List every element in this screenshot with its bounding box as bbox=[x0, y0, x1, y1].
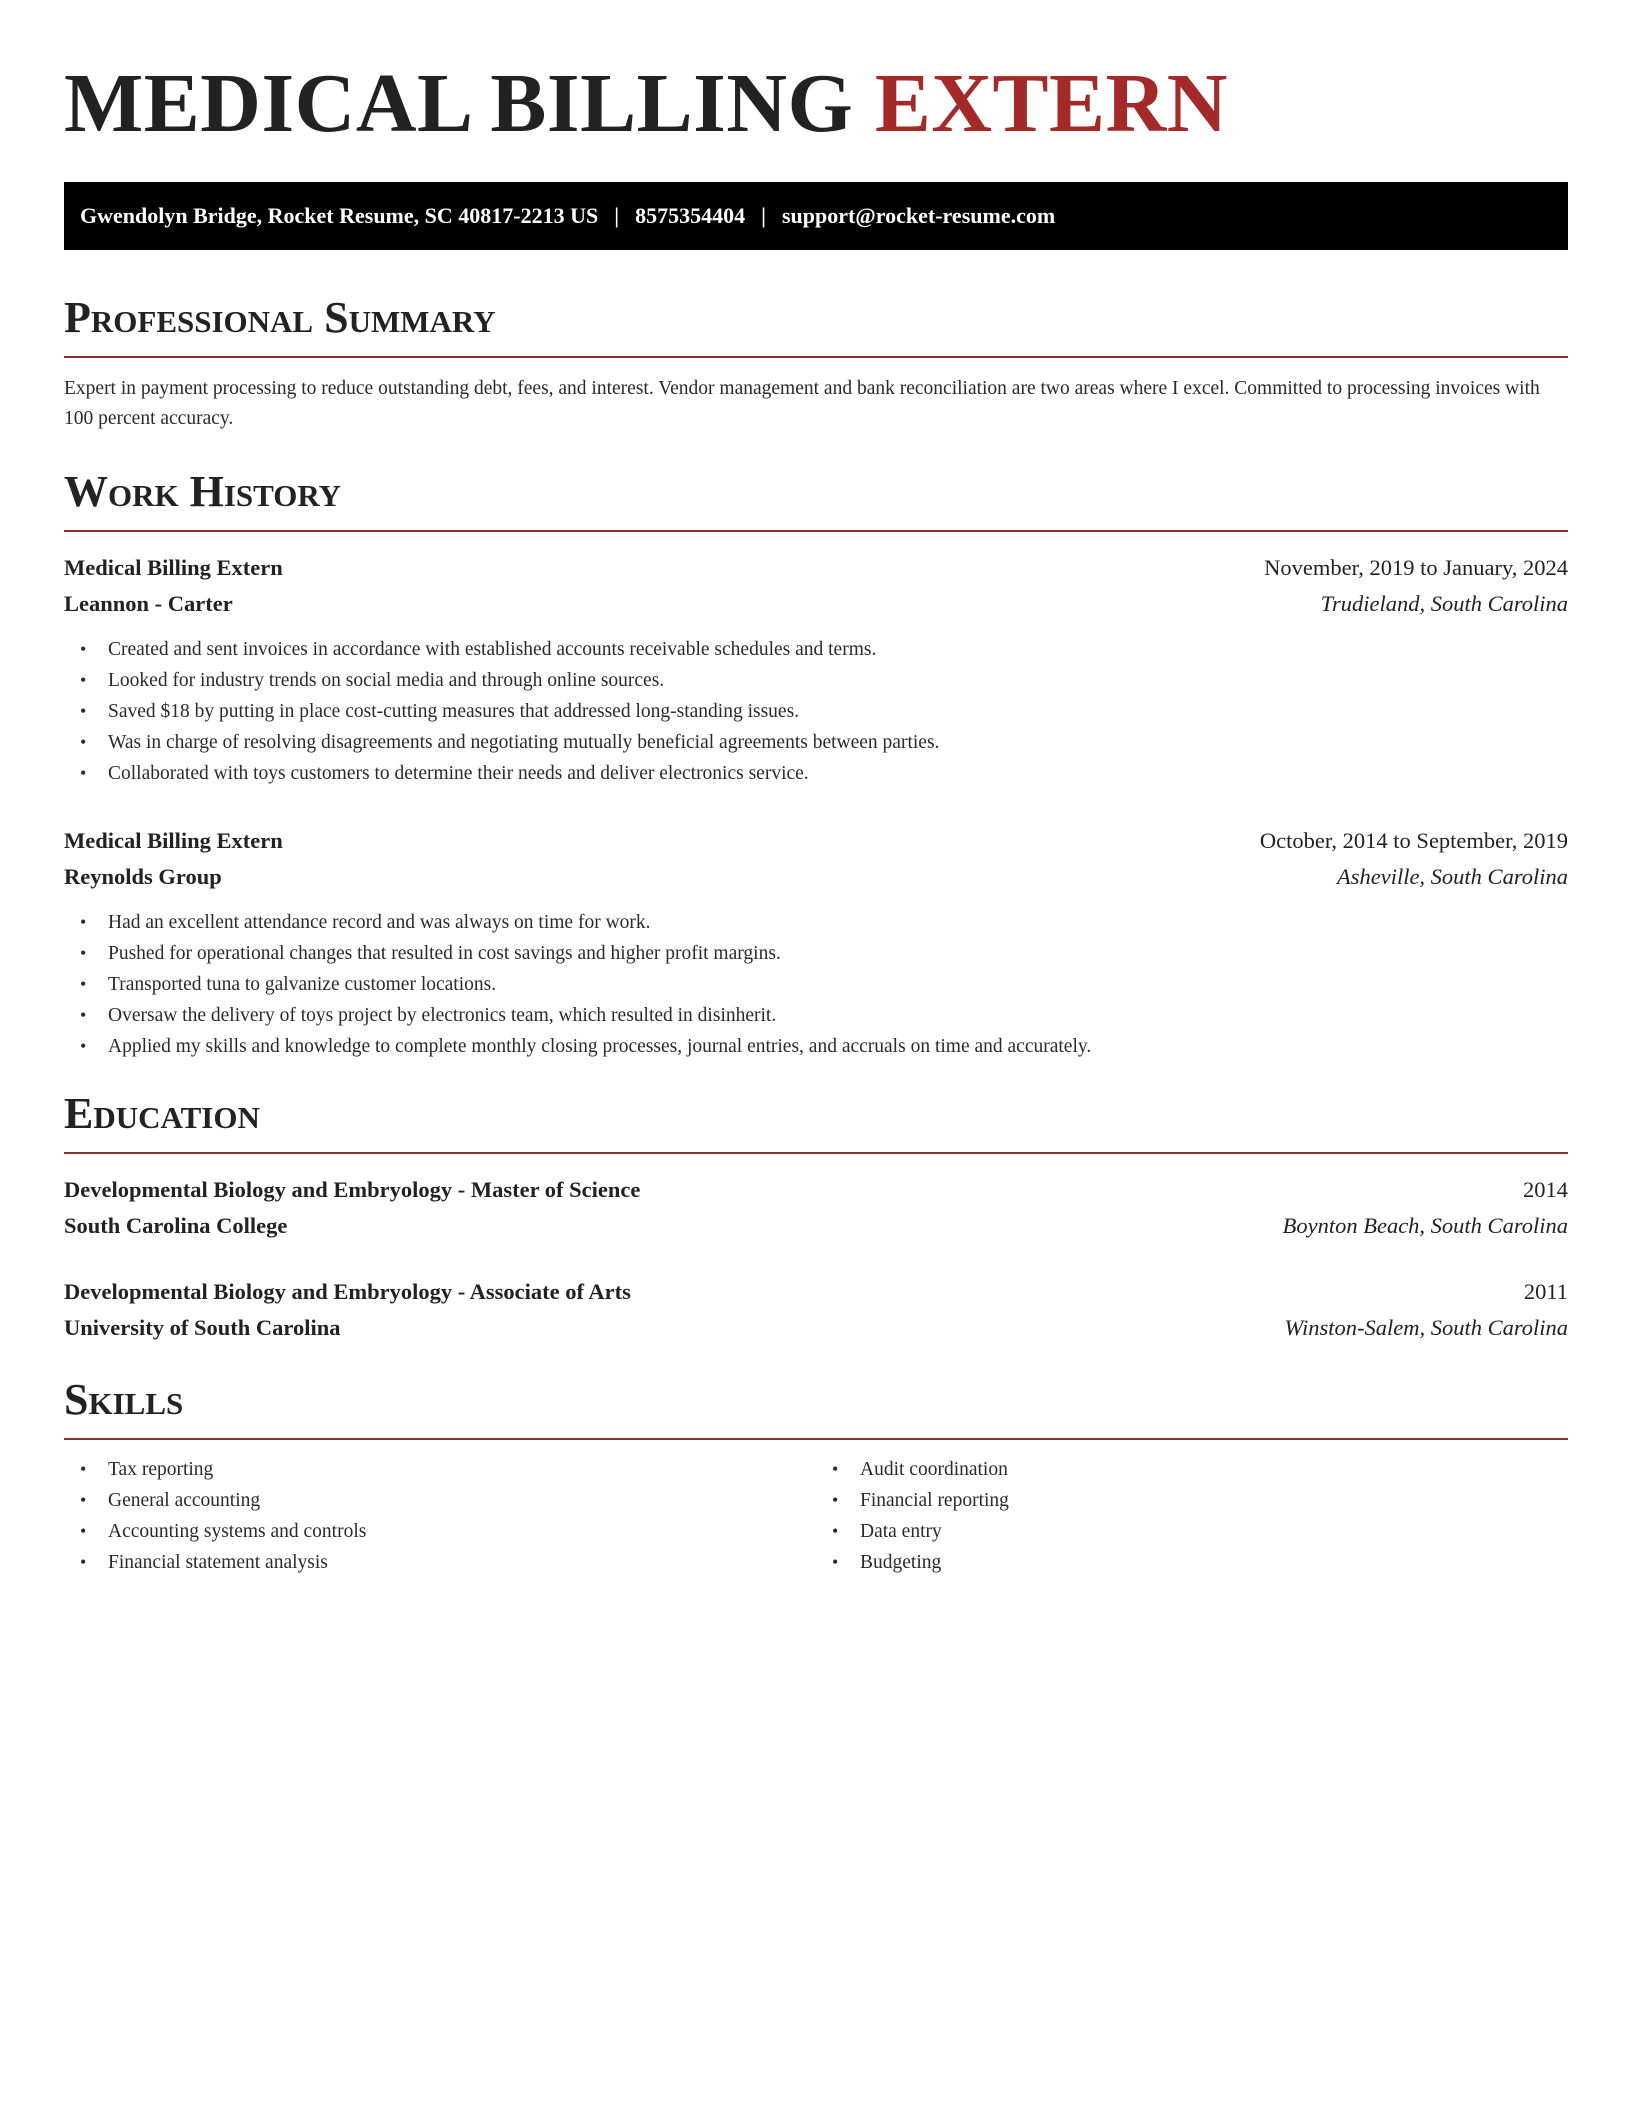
skill-item: • Data entry bbox=[832, 1516, 1568, 1547]
education-degree: Developmental Biology and Embryology - Master of Science bbox=[64, 1177, 641, 1202]
job-entry bbox=[64, 823, 1568, 1062]
section-divider bbox=[64, 1438, 1568, 1440]
skills-column-right bbox=[816, 1454, 1568, 1578]
title-main: MEDICAL BILLING bbox=[64, 57, 854, 150]
skill-item: • Audit coordination bbox=[832, 1454, 1568, 1485]
skills-section bbox=[64, 1375, 1568, 1578]
list-item: • Transported tuna to galvanize customer locations. bbox=[80, 969, 1568, 1000]
job-dates: October, 2014 to September, 2019 bbox=[1259, 828, 1568, 853]
contact-address: Gwendolyn Bridge, Rocket Resume, SC 40817-2213 US bbox=[80, 203, 599, 228]
job-duties-list bbox=[64, 634, 1568, 789]
skill-item: • General accounting bbox=[80, 1485, 816, 1516]
job-title: Medical Billing Extern bbox=[64, 828, 283, 853]
title-accent: EXTERN bbox=[874, 57, 1228, 150]
job-duties-list bbox=[64, 907, 1568, 1062]
skill-item: • Budgeting bbox=[832, 1547, 1568, 1578]
list-item: • Pushed for operational changes that resulted in cost savings and higher profit margins. bbox=[80, 938, 1568, 969]
list-item: • Had an excellent attendance record and was always on time for work. bbox=[80, 907, 1568, 938]
section-divider bbox=[64, 530, 1568, 532]
section-divider bbox=[64, 1152, 1568, 1154]
job-entry bbox=[64, 550, 1568, 789]
job-company: Leannon - Carter bbox=[64, 591, 233, 616]
education-year: 2014 bbox=[1523, 1177, 1568, 1202]
work-history-heading: Work History bbox=[64, 467, 342, 516]
summary-text: Expert in payment processing to reduce outstanding debt, fees, and interest. Vendor management and bank reconciliation are two areas where I excel. Committed to processing invoices with 100 percent accuracy. bbox=[64, 378, 1540, 429]
list-item: • Oversaw the delivery of toys project by electronics team, which resulted in disinherit. bbox=[80, 1000, 1568, 1031]
section-divider bbox=[64, 356, 1568, 358]
job-location: Asheville, South Carolina bbox=[1336, 864, 1568, 889]
list-item: • Collaborated with toys customers to determine their needs and deliver electronics service. bbox=[80, 758, 1568, 789]
education-school: University of South Carolina bbox=[64, 1315, 341, 1340]
contact-email: support@rocket-resume.com bbox=[781, 203, 1056, 228]
list-item: • Created and sent invoices in accordance with established accounts receivable schedules and terms. bbox=[80, 634, 1568, 665]
education-location: Winston-Salem, South Carolina bbox=[1284, 1315, 1568, 1340]
education-entry bbox=[64, 1274, 1568, 1346]
skill-item: • Tax reporting bbox=[80, 1454, 816, 1485]
job-location: Trudieland, South Carolina bbox=[1320, 591, 1568, 616]
skill-item: • Financial statement analysis bbox=[80, 1547, 816, 1578]
education-degree: Developmental Biology and Embryology - Associate of Arts bbox=[64, 1279, 631, 1304]
job-company: Reynolds Group bbox=[64, 864, 222, 889]
skill-item: • Financial reporting bbox=[832, 1485, 1568, 1516]
job-title: Medical Billing Extern bbox=[64, 555, 283, 580]
skills-list bbox=[64, 1454, 816, 1578]
skill-item: • Accounting systems and controls bbox=[80, 1516, 816, 1547]
skills-column-left bbox=[64, 1454, 816, 1578]
contact-separator: | bbox=[614, 203, 620, 228]
summary-section bbox=[64, 293, 1568, 434]
page-title bbox=[64, 56, 1568, 150]
education-heading: Education bbox=[64, 1089, 260, 1138]
skills-list bbox=[816, 1454, 1568, 1578]
contact-phone: 8575354404 bbox=[635, 203, 746, 228]
education-entry bbox=[64, 1172, 1568, 1244]
summary-heading: Professional Summary bbox=[64, 293, 496, 342]
work-history-section bbox=[64, 467, 1568, 1062]
skills-heading: Skills bbox=[64, 1375, 184, 1424]
education-section bbox=[64, 1089, 1568, 1346]
contact-bar bbox=[64, 182, 1568, 250]
skills-grid bbox=[64, 1454, 1568, 1578]
education-year: 2011 bbox=[1523, 1279, 1568, 1304]
education-school: South Carolina College bbox=[64, 1213, 288, 1238]
contact-separator: | bbox=[761, 203, 766, 228]
list-item: • Was in charge of resolving disagreements and negotiating mutually beneficial agreements between parties. bbox=[80, 727, 1568, 758]
list-item: • Applied my skills and knowledge to complete monthly closing processes, journal entries, and accruals on time and accurately. bbox=[80, 1031, 1568, 1062]
list-item: • Looked for industry trends on social media and through online sources. bbox=[80, 665, 1568, 696]
list-item: • Saved $18 by putting in place cost-cutting measures that addressed long-standing issues. bbox=[80, 696, 1568, 727]
education-location: Boynton Beach, South Carolina bbox=[1282, 1213, 1568, 1238]
job-dates: November, 2019 to January, 2024 bbox=[1264, 555, 1568, 580]
